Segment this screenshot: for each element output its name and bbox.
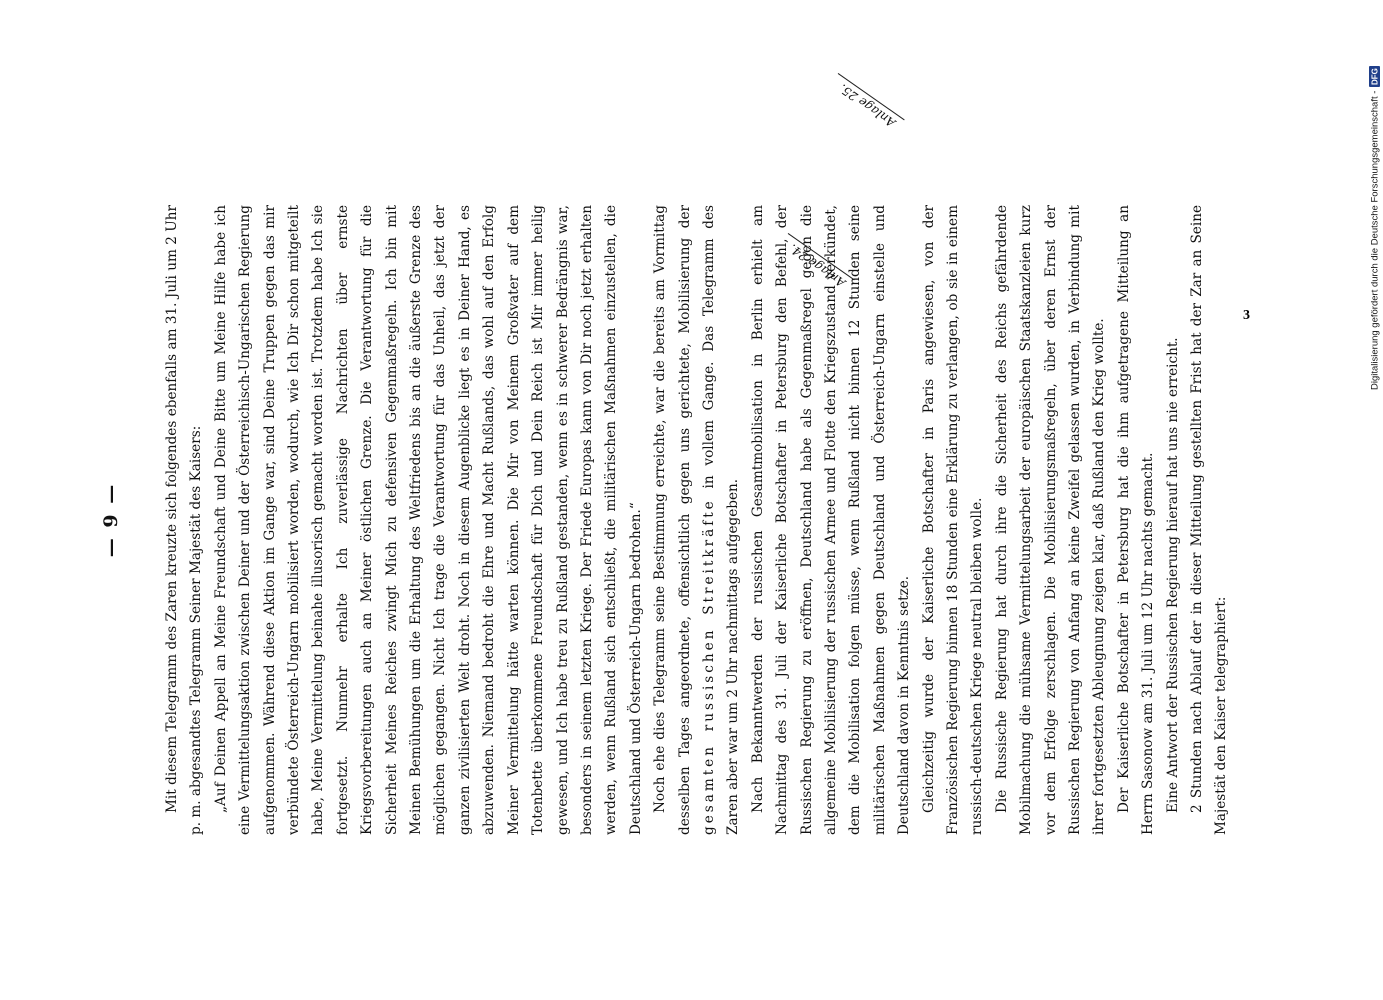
paragraph-1: Mit diesem Telegramm des Zaren kreuzte sich folgendes ebenfalls am 31. Juli um 2 Uhr p. m. abgesandtes Telegramm Seiner Majestät des Kaisers: [164,205,205,835]
document-body [160,205,1234,835]
paragraph-5: Gleichzeitig wurde der Kaiserliche Botschafter in Paris angewiesen, von der Französischen Regierung binnen 18 Stunden eine Erklärung zu verlangen, ob sie in einem russisch-deutschen Kriege neutral bleiben wolle. [920,205,986,835]
paragraph-3 [648,205,746,835]
rotated-document-page [100,81,1230,890]
paragraph-6: Die Russische Regierung hat durch ihre die Sicherheit des Reichs gefährdende Mobilmachung die mühsame Vermittelungsarbeit der europäischen Staatskanzleien kurz vor dem Erfolge zerschlagen. Die Mobilisierungsmaßregeln, über deren Ernst der Russischen Regierung von Anfang an keine Zweifel gelassen wurden, in Verbindung mit ihrer fortgesetzten Ableugnung zeigen klar, daß Rußland den Krieg wollte. [993,205,1108,835]
dfg-logo: DFG [1370,67,1380,85]
paragraph-8: Eine Antwort der Russischen Regierung hierauf hat uns nie erreicht. [1164,337,1181,813]
paragraph-3-end: in vollem Gange. Das Telegramm des Zaren aber war um 2 Uhr nachmittags aufgegeben. [700,205,742,835]
annex-24-label: Anlage 24. [786,241,849,290]
paragraph-3-start: Noch ehe dies Telegramm seine Bestimmung erreichte, war die bereits am Vormittag desselben Tages angeordnete, offensichtlich gegen uns gerichtete, Mobilisierung der [652,205,693,835]
paragraph-4: Nach Bekanntwerden der russischen Gesamtmobilisation in Berlin erhielt am Nachmittag des 31. Juli der Kaiserliche Botschafter in Petersburg den Befehl, der Russischen Regierung zu eröffnen, Deutschland habe als Gegenmaßregel gegen die allgemeine Mobilisierung der russischen Armee und Flotte den Kriegszustand verkündet, dem die Mobilisation folgen müsse, wenn Rußland nicht binnen 12 Stunden seine militärischen Maßnahmen gegen Deutschland und Österreich-Ungarn einstelle und Deutschland davon in Kenntnis setze. [749,205,913,835]
annex-25-label: Anlage 25. [836,81,899,130]
paragraph-7: Der Kaiserliche Botschafter in Petersburg hat die ihm aufgetragene Mitteilung an Herrn Sasonow am 31. Juli um 12 Uhr nachts gemacht. [1115,205,1157,835]
digitization-credit [1368,10,1382,390]
paragraph-kaiser-telegram: „Auf Deinen Appell an Meine Freundschaft und Deine Bitte um Meine Hilfe habe ich eine Vermittelungsaktion zwischen Deiner und der Österreichisch-Ungarischen Regierung aufgenommen. Während diese Aktion im Gange war, sind Deine Truppen gegen das mir verbündete Österreich-Ungarn mobilisiert worden, wodurch, wie Ich Dir schon mitgeteilt habe, Meine Vermittelung beinahe illusorisch gemacht worden ist. Trotzdem habe Ich sie fortgesetzt. Nunmehr erhalte Ich zuverlässige Nachrichten über ernste Kriegsvorbereitungen auch an Meiner östlichen Grenze. Die Verantwortung für die Sicherheit Meines Reiches zwingt Mich zu defensiven Gegenmaßregeln. Ich bin mit Meinen Bemühungen um die Erhaltung des Weltfriedens bis an die äußerste Grenze des möglichen gegangen. Nicht Ich trage die Verantwortung für das Unheil, das jetzt der ganzen zivilisierten Welt droht. Noch in diesem Augenblicke liegt es in Deiner Hand, es abzuwenden. Niemand bedroht die Ehre und Macht Rußlands, das wohl auf den Erfolg Meiner Vermittelung hätte warten können. Die Mir von Meinem Großvater auf dem Totenbette überkommene Freundschaft für Dich und Dein Reich ist Mir immer heilig gewesen, und Ich habe treu zu Rußland gestanden, wenn es in schwerer Bedrängnis war, besonders in seinem letzten Kriege. Der Friede Europas kann von Dir noch jetzt erhalten werden, wenn Rußland sich entschließt, die militärischen Maßnahmen einzustellen, die Deutschland und Österreich-Ungarn bedrohen.“ [212,205,644,835]
sheet-number: 3 [1243,308,1250,323]
credit-text: Digitalisierung gefördert durch die Deutsche Forschungsgemeinschaft - [1369,90,1381,390]
paragraph-9: 2 Stunden nach Ablauf der in dieser Mitteilung gestellten Frist hat der Zar an Seine Majestät den Kaiser telegraphiert: [1189,205,1230,835]
paragraph-3-emphasis: gesamten russischen Streitkräfte [700,498,717,835]
page-number: — 9 — [100,482,122,558]
